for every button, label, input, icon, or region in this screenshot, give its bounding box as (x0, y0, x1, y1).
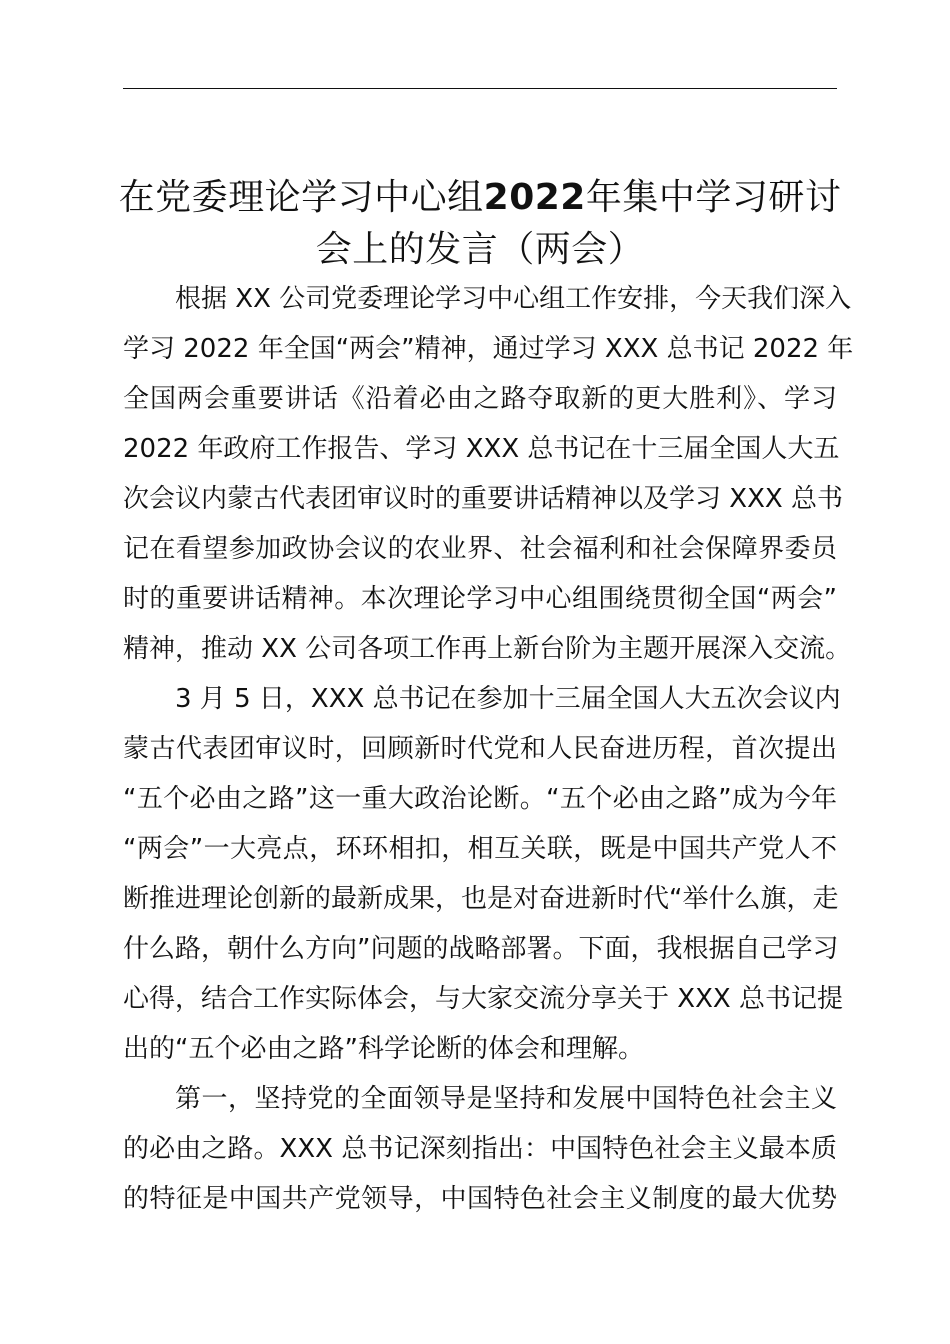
paragraph-line: 蒙古代表团审议时，回顾新时代党和人民奋进历程，首次提出 (123, 734, 837, 764)
title-line-1-part-a: 在党委理论学习中心组 (118, 177, 484, 219)
paragraph-line: “五个必由之路”这一重大政治论断。“五个必由之路”成为今年 (123, 784, 837, 814)
paragraph-line: 心得，结合工作实际体会，与大家交流分享关于 XXX 总书记提 (123, 984, 843, 1014)
paragraph-line: “两会”一大亮点，环环相扣，相互关联，既是中国共产党人不 (123, 834, 837, 864)
paragraph-line: 全国两会重要讲话《沿着必由之路夺取新的更大胜利》、学习 (123, 384, 837, 414)
paragraph-line: 根据 XX 公司党委理论学习中心组工作安排，今天我们深入 (175, 284, 852, 314)
title-line-1 (110, 172, 850, 224)
paragraph-line: 2022 年政府工作报告、学习 XXX 总书记在十三届全国人大五 (123, 434, 840, 464)
paragraph-line: 记在看望参加政协会议的农业界、社会福利和社会保障界委员 (123, 534, 837, 564)
paragraph-line: 断推进理论创新的最新成果，也是对奋进新时代“举什么旗，走 (123, 884, 839, 914)
title-line-1-part-b: 年集中学习研讨 (585, 177, 842, 219)
header-rule (123, 88, 837, 89)
paragraph-line: 出的“五个必由之路”科学论断的体会和理解。 (123, 1034, 644, 1064)
paragraph-line: 精神，推动 XX 公司各项工作再上新台阶为主题开展深入交流。 (123, 634, 852, 664)
paragraph-line: 3 月 5 日，XXX 总书记在参加十三届全国人大五次会议内 (175, 684, 841, 714)
document-body (123, 274, 854, 1224)
paragraph-2 (123, 674, 843, 1074)
document-title (110, 172, 850, 276)
title-line-2: 会上的发言（两会） (315, 229, 645, 271)
paragraph-line: 什么路，朝什么方向”问题的战略部署。下面，我根据自己学习 (123, 934, 839, 964)
paragraph-line: 学习 2022 年全国“两会”精神，通过学习 XXX 总书记 2022 年 (123, 334, 854, 364)
paragraph-line: 的特征是中国共产党领导，中国特色社会主义制度的最大优势 (123, 1184, 837, 1214)
paragraph-line: 次会议内蒙古代表团审议时的重要讲话精神以及学习 XXX 总书 (123, 484, 843, 514)
paragraph-1 (123, 274, 854, 674)
title-year: 2022 (483, 177, 586, 219)
paragraph-3 (123, 1074, 837, 1224)
paragraph-line: 时的重要讲话精神。本次理论学习中心组围绕贯彻全国“两会” (123, 584, 837, 614)
paragraph-line: 的必由之路。XXX 总书记深刻指出：中国特色社会主义最本质 (123, 1134, 837, 1164)
paragraph-line: 第一，坚持党的全面领导是坚持和发展中国特色社会主义 (175, 1084, 837, 1114)
